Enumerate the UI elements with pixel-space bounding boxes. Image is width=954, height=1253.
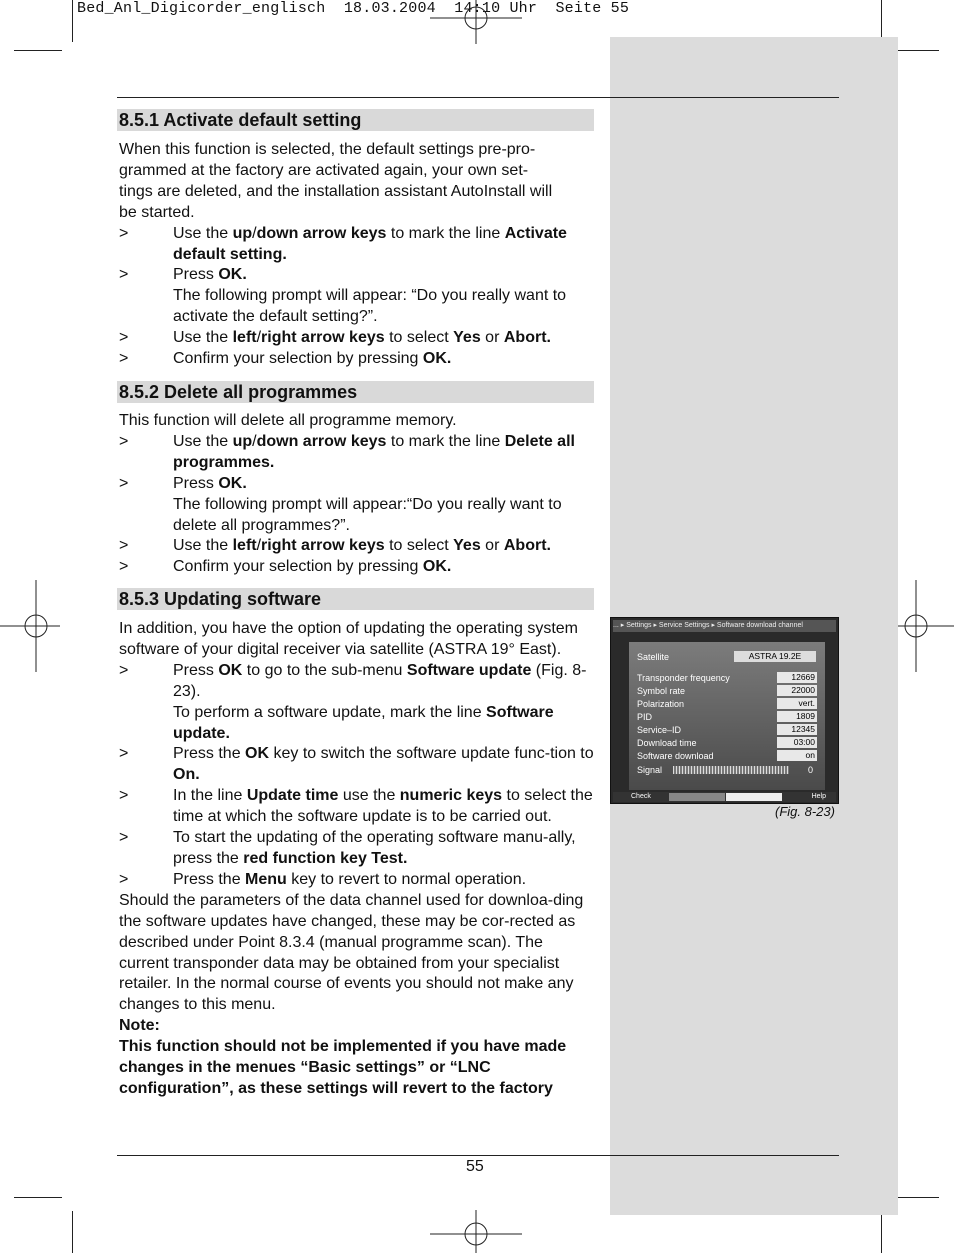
crop-mark (14, 1197, 62, 1198)
help-key-label: Help (811, 793, 826, 800)
row-value: vert. (777, 698, 817, 709)
step-detail: To perform a software update, mark the line Software update. (173, 703, 554, 742)
step-item: > Use the left/right arrow keys to select Yes or Abort. (119, 328, 597, 349)
check-key-label: Check (631, 793, 651, 800)
function-key-bar (613, 792, 836, 802)
step-item: > Press OK to go to the sub-menu Software update (Fig. 8-23). (119, 661, 587, 700)
paragraph-line: tings are deleted, and the installation assistant AutoInstall will (119, 182, 553, 200)
satellite-label: Satellite (637, 652, 670, 662)
row-label: Service–ID (637, 725, 682, 735)
row-value: on (777, 750, 817, 761)
setting-row (637, 750, 817, 762)
bottom-rule (117, 1155, 839, 1156)
step-marker: > (119, 474, 129, 492)
step-marker: > (119, 661, 129, 679)
satellite-row (637, 650, 821, 664)
row-label: PID (637, 712, 653, 722)
step-item: > Press OK. (119, 265, 597, 286)
section-body (119, 140, 597, 370)
figure-caption: (Fig. 8-23) (775, 804, 835, 819)
registration-mark-top (430, 0, 522, 44)
step-item: > Use the left/right arrow keys to select Yes or Abort. (119, 536, 597, 557)
step-marker: > (119, 432, 129, 450)
row-value: 12669 (777, 672, 817, 683)
paragraph: In addition, you have the option of updating the operating system software of your digital receiver via satellite (ASTRA 19° East). (119, 620, 578, 658)
step-marker: > (119, 829, 129, 847)
crop-mark (891, 50, 939, 51)
satellite-value: ASTRA 19.2E (734, 651, 816, 662)
function-key-green (669, 793, 725, 801)
setting-row (637, 737, 817, 749)
crop-mark (72, 0, 73, 42)
step-item: > To start the updating of the operating software manu-ally, press the red function key Test. (119, 829, 576, 867)
setting-row (637, 711, 817, 723)
row-label: Download time (637, 738, 697, 748)
row-value: 22000 (777, 685, 817, 696)
step-item: > Confirm your selection by pressing OK. (119, 349, 597, 370)
registration-mark-right (894, 580, 954, 672)
section-heading: 8.5.3 Updating software (117, 588, 594, 610)
page-number: 55 (466, 1158, 484, 1175)
step-item: > In the line Update time use the numeric keys to select the time at which the software update is to be carried out. (119, 787, 593, 826)
paragraph-line: grammed at the factory are activated again, your own set- (119, 161, 529, 179)
registration-mark-left (0, 580, 60, 672)
step-marker: > (119, 787, 129, 805)
breadcrumb: ... ▸ Settings ▸ Service Settings ▸ Software download channel (613, 620, 836, 632)
setting-row (637, 685, 817, 697)
step-item: > Use the up/down arrow keys to mark the line Activate default setting. (119, 224, 567, 263)
step-marker: > (119, 329, 129, 347)
signal-label: Signal (637, 765, 663, 775)
row-label: Symbol rate (637, 686, 686, 696)
function-key-white (726, 793, 782, 801)
screenshot-figure (610, 617, 839, 804)
section-body (119, 619, 597, 1100)
top-rule (117, 97, 839, 98)
row-label: Software download (637, 751, 714, 761)
paragraph: Should the parameters of the data channel used for downloa-ding the software updates have changed, these may be cor-rected as described under Point 8.3.4 (manual programme scan). The current transponder data may be obtained from your specialist retailer. In the normal course of events you should not make any changes to this menu. (119, 891, 584, 1014)
row-value: 03:00 (777, 737, 817, 748)
step-item: > Press OK. (119, 474, 597, 495)
step-detail: The following prompt will appear:“Do you really want to delete all programmes?”. (173, 495, 562, 534)
step-item: > Use the up/down arrow keys to mark the line Delete all programmes. (119, 432, 575, 471)
section-heading: 8.5.1 Activate default setting (117, 109, 594, 131)
step-marker: > (119, 350, 129, 368)
paragraph-line: be started. (119, 203, 195, 221)
settings-panel (629, 642, 825, 790)
section-heading: 8.5.2 Delete all programmes (117, 381, 594, 403)
signal-meter (673, 766, 789, 774)
note-label: Note: (119, 1017, 160, 1035)
step-marker: > (119, 870, 129, 888)
signal-row (637, 764, 817, 776)
print-header: Bed_Anl_Digicorder_englisch 18.03.2004 14:10 Uhr Seite 55 (77, 0, 630, 17)
step-marker: > (119, 266, 129, 284)
signal-value: 0 (807, 765, 813, 775)
step-marker: > (119, 745, 129, 763)
crop-mark (881, 0, 882, 42)
row-value: 1809 (777, 711, 817, 722)
step-item: > Confirm your selection by pressing OK. (119, 557, 597, 578)
crop-mark (72, 1211, 73, 1253)
setting-row (637, 672, 817, 684)
crop-mark (881, 1211, 882, 1253)
paragraph: This function will delete all programme memory. (119, 412, 457, 429)
crop-mark (14, 50, 62, 51)
row-value: 12345 (777, 724, 817, 735)
step-marker: > (119, 537, 129, 555)
note-text: This function should not be implemented if you have made changes in the menues “Basic settings” or “LNC configuration”, as these settings will revert to the factory (119, 1038, 567, 1097)
paragraph-line: When this function is selected, the default settings pre-pro- (119, 141, 536, 158)
setting-row (637, 698, 817, 710)
step-marker: > (119, 558, 129, 576)
step-item: > Press the Menu key to revert to normal operation. (119, 870, 597, 891)
registration-mark-bottom (430, 1210, 522, 1253)
crop-mark (891, 1197, 939, 1198)
step-detail: The following prompt will appear: “Do you really want to activate the default setting?”. (173, 287, 567, 326)
setting-row (637, 724, 817, 736)
row-label: Polarization (637, 699, 685, 709)
step-item: > Press the OK key to switch the software update func-tion to On. (119, 745, 594, 784)
section-body (119, 411, 597, 578)
row-label: Transponder frequency (637, 673, 730, 683)
step-marker: > (119, 224, 129, 242)
